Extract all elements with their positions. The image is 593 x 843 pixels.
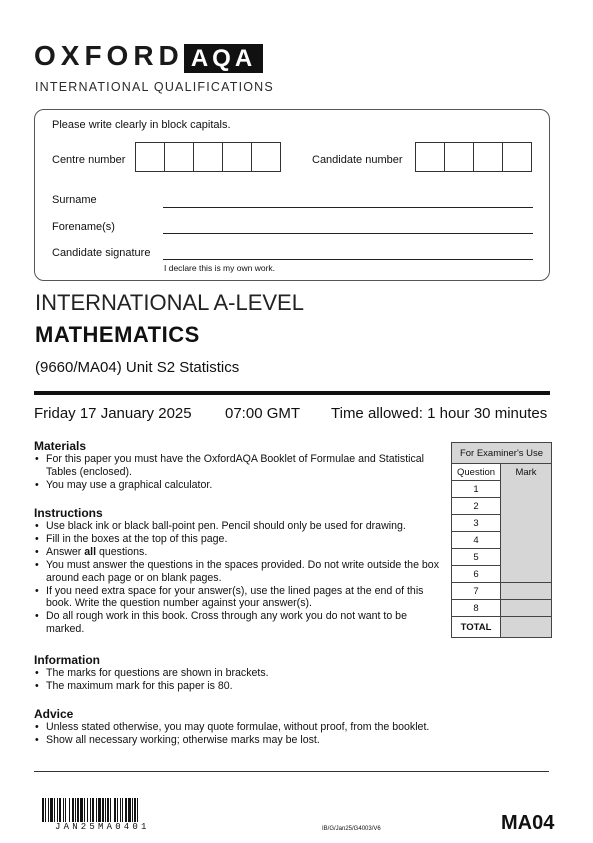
signature-line[interactable] bbox=[163, 259, 533, 260]
mark-cell bbox=[501, 583, 552, 600]
question-number: 1 bbox=[452, 481, 501, 498]
question-number: 3 bbox=[452, 515, 501, 532]
question-number: 6 bbox=[452, 566, 501, 583]
centre-number-field[interactable] bbox=[136, 142, 281, 172]
digit-box[interactable] bbox=[135, 142, 165, 172]
logo-oxford: OXFORD bbox=[34, 40, 184, 71]
question-column-header: Question bbox=[452, 464, 501, 481]
examiner-table-title: For Examiner's Use bbox=[452, 443, 552, 464]
digit-box[interactable] bbox=[502, 142, 532, 172]
materials-heading: Materials bbox=[34, 439, 87, 453]
information-heading: Information bbox=[34, 653, 100, 667]
list-item: • You must answer the questions in the spaces provided. Do not write outside the box around each page or on blank pages. bbox=[34, 559, 439, 585]
mark-column-header: Mark bbox=[501, 464, 552, 583]
footer-divider bbox=[34, 771, 549, 772]
mark-cell bbox=[501, 600, 552, 617]
examiner-use-table bbox=[451, 442, 552, 638]
subject-title: MATHEMATICS bbox=[35, 322, 200, 347]
unit-title: (9660/MA04) Unit S2 Statistics bbox=[35, 359, 240, 376]
digit-box[interactable] bbox=[251, 142, 281, 172]
list-item: • Use black ink or black ball-point pen. Pencil should only be used for drawing. bbox=[34, 520, 439, 533]
list-item: • The marks for questions are shown in brackets. bbox=[34, 667, 439, 680]
total-label: TOTAL bbox=[452, 617, 501, 638]
exam-date: Friday 17 January 2025 bbox=[34, 405, 192, 422]
logo-aqa: AQA bbox=[184, 44, 263, 73]
candidate-details-box bbox=[34, 109, 550, 281]
advice-heading: Advice bbox=[34, 707, 74, 721]
advice-section bbox=[34, 707, 464, 747]
forenames-label: Forename(s) bbox=[52, 221, 115, 233]
list-item: • You may use a graphical calculator. bbox=[34, 479, 439, 492]
surname-label: Surname bbox=[52, 194, 97, 206]
paper-reference: IB/G/Jan25/G4003/V6 bbox=[322, 826, 381, 832]
digit-box[interactable] bbox=[164, 142, 194, 172]
candidate-number-label: Candidate number bbox=[312, 154, 403, 166]
barcode-text: JAN25MA0401 bbox=[55, 822, 150, 832]
digit-box[interactable] bbox=[444, 142, 474, 172]
list-item: • For this paper you must have the OxfordAQA Booklet of Formulae and Statistical Tables (enclosed). bbox=[34, 453, 439, 479]
candidate-number-field[interactable] bbox=[416, 142, 532, 172]
centre-number-label: Centre number bbox=[52, 154, 126, 166]
digit-box[interactable] bbox=[222, 142, 252, 172]
question-number: 5 bbox=[452, 549, 501, 566]
question-number: 7 bbox=[452, 583, 501, 600]
qualification-title: INTERNATIONAL A-LEVEL bbox=[35, 290, 304, 315]
materials-section bbox=[34, 439, 439, 492]
digit-box[interactable] bbox=[415, 142, 445, 172]
list-item: • Fill in the boxes at the top of this page. bbox=[34, 533, 439, 546]
surname-line[interactable] bbox=[163, 207, 533, 208]
exam-time: 07:00 GMT bbox=[225, 405, 301, 422]
digit-box[interactable] bbox=[193, 142, 223, 172]
barcode-image bbox=[42, 798, 222, 822]
time-allowed: Time allowed: 1 hour 30 minutes bbox=[331, 405, 548, 422]
logo-subtitle: INTERNATIONAL QUALIFICATIONS bbox=[35, 80, 274, 94]
forenames-line[interactable] bbox=[163, 233, 533, 234]
instructions-section bbox=[34, 506, 439, 636]
list-item: • Answer all questions. bbox=[34, 546, 439, 559]
list-item: • Show all necessary working; otherwise marks may be lost. bbox=[34, 734, 464, 747]
information-section bbox=[34, 653, 439, 693]
list-item: • Unless stated otherwise, you may quote formulae, without proof, from the booklet. bbox=[34, 721, 464, 734]
list-item: • The maximum mark for this paper is 80. bbox=[34, 680, 439, 693]
question-number: 8 bbox=[452, 600, 501, 617]
list-item: • If you need extra space for your answer(s), use the lined pages at the end of this book. Write the question number against your answer(s). bbox=[34, 585, 439, 611]
instructions-heading: Instructions bbox=[34, 506, 103, 520]
question-number: 4 bbox=[452, 532, 501, 549]
paper-code: MA04 bbox=[501, 812, 555, 834]
title-divider bbox=[34, 391, 550, 395]
total-mark-cell bbox=[501, 617, 552, 638]
question-number: 2 bbox=[452, 498, 501, 515]
list-item: • Do all rough work in this book. Cross through any work you do not want to be marked. bbox=[34, 610, 439, 636]
signature-label: Candidate signature bbox=[52, 247, 151, 259]
declaration-text: I declare this is my own work. bbox=[164, 263, 276, 273]
digit-box[interactable] bbox=[473, 142, 503, 172]
block-capitals-instruction: Please write clearly in block capitals. bbox=[52, 119, 231, 131]
